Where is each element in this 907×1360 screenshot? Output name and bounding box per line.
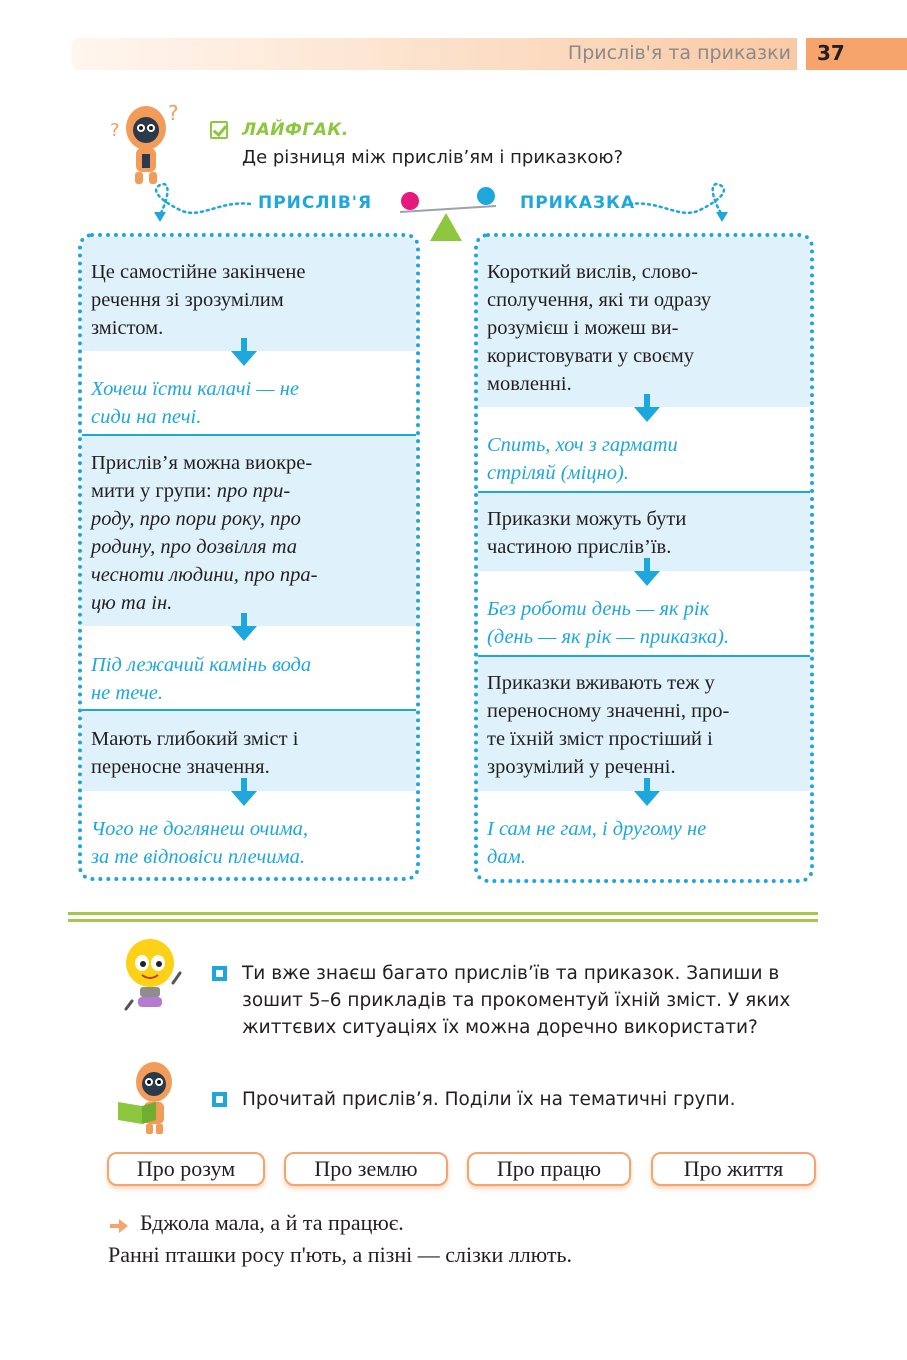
saying-example-3: І сам не гам, і другому не дам. [487, 818, 707, 868]
proverb-example-3: Чого не доглянеш очима, за те відповіси плечима. [91, 818, 309, 868]
section-divider [68, 919, 818, 922]
arrow-down-icon [229, 337, 259, 367]
arrow-down-icon [632, 557, 662, 587]
proverb-definition-2: Прислів’я можна виокре- мити у групи: про при- роду, про пори року, про родину, про дозвілля та чесноти людини, про пра- цю та ін. [91, 452, 318, 614]
mascot-reading-icon [112, 1058, 188, 1138]
arrow-down-icon [632, 393, 662, 423]
arrow-down-icon [229, 777, 259, 807]
mascot-thinking-icon [108, 98, 188, 188]
orange-arrow-icon [110, 1218, 130, 1234]
proverb-line-2: Ранні пташки росу п'ють, а пізні — слізки ллють. [108, 1242, 573, 1267]
header-title: Прислів'я та приказки [567, 42, 791, 64]
section-rule [82, 434, 416, 436]
saying-definition-3: Приказки вживають теж у переносному значенні, про- те їхній зміст простіший і зрозумілий у реченні. [487, 672, 730, 778]
svg-text:?: ? [168, 101, 179, 125]
section-rule [478, 491, 810, 493]
lifehack-question: Де різниця між прислів’ям і приказкою? [242, 147, 624, 168]
task-1: Ти вже знаєш багато прислів’їв та приказок. Запиши в зошит 5–6 прикладів та прокоментуй їхній зміст. У яких життєвих ситуаціях їх можна доречно використати? [242, 963, 791, 1038]
proverb-line-1: Бджола мала, а й та працює. [140, 1210, 404, 1235]
checkbox-icon [210, 121, 228, 139]
svg-text:?: ? [110, 120, 120, 141]
page-number: 37 [806, 38, 907, 70]
section-rule [82, 709, 416, 711]
arrow-down-icon [632, 777, 662, 807]
column-header-proverb: ПРИСЛІВ'Я [258, 193, 373, 213]
proverb-definition-1: Це самостійне закінчене речення зі зрозумілим змістом. [91, 261, 306, 339]
mascot-lightbulb-icon [118, 935, 188, 1015]
square-bullet-icon [212, 966, 227, 981]
task-2: Прочитай прислів’я. Поділи їх на тематичні групи. [242, 1089, 736, 1110]
section-divider [68, 912, 818, 915]
group-button-life[interactable]: Про життя [651, 1152, 816, 1186]
column-header-saying: ПРИКАЗКА [520, 193, 636, 213]
header-bar [72, 38, 797, 70]
proverb-example-2: Під лежачий камінь вода не тече. [91, 654, 312, 704]
group-button-work[interactable]: Про працю [467, 1152, 631, 1186]
section-rule [478, 655, 810, 657]
arrow-down-icon [229, 612, 259, 642]
lifehack-label: ЛАЙФГАК. [242, 120, 349, 140]
saying-example-2: Без роботи день — як рік (день — як рік — приказка). [487, 598, 730, 648]
proverb-definition-3: Мають глибокий зміст і переносне значення. [91, 728, 299, 778]
square-bullet-icon [212, 1092, 227, 1107]
saying-example-1: Спить, хоч з гармати стріляй (міцно). [487, 434, 678, 484]
group-button-mind[interactable]: Про розум [107, 1152, 265, 1186]
saying-definition-2: Приказки можуть бути частиною прислів’їв. [487, 508, 687, 558]
saying-definition-1: Короткий вислів, слово- сполучення, які ти одразу розумієш і можеш ви- користовувати у своєму мовленні. [487, 261, 712, 395]
proverb-example-1: Хочеш їсти калачі — не сиди на печі. [91, 378, 300, 428]
group-button-land[interactable]: Про землю [284, 1152, 448, 1186]
